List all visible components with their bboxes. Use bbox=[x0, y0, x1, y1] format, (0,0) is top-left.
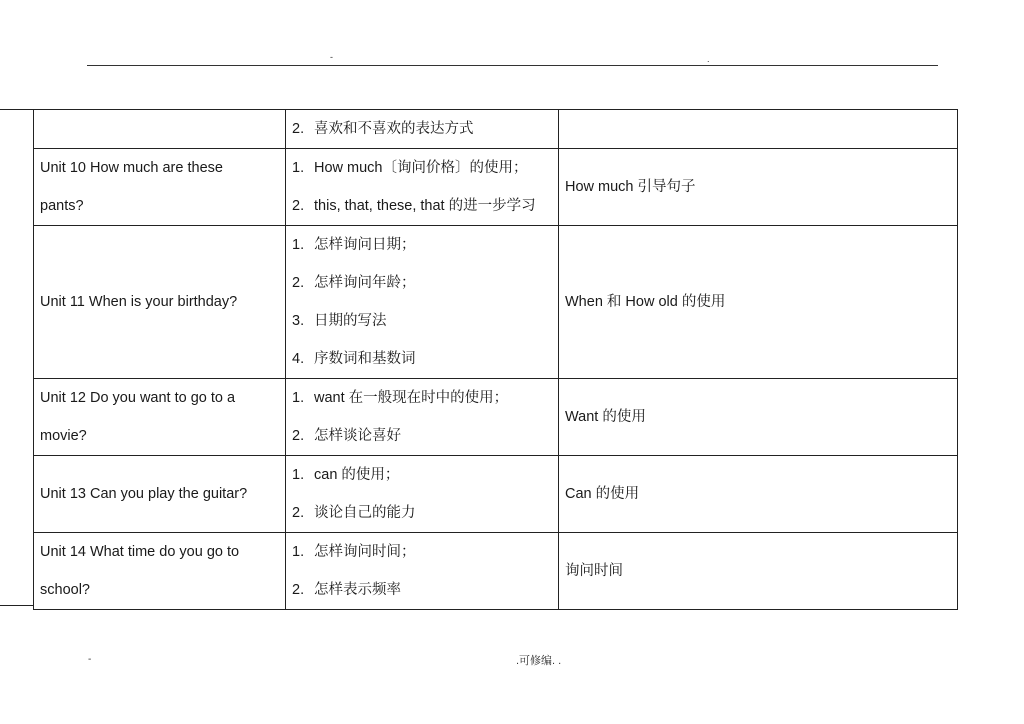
point-number: 1. bbox=[292, 467, 305, 483]
points-cell bbox=[286, 379, 559, 456]
point-number: 1. bbox=[292, 237, 305, 253]
focus-cell bbox=[559, 226, 958, 379]
point-item bbox=[292, 494, 552, 532]
point-text: 怎样询问时间； bbox=[314, 544, 416, 560]
point-text: this, that, these, that 的进一步学习 bbox=[314, 198, 536, 214]
focus-cell bbox=[559, 379, 958, 456]
syllabus-table bbox=[33, 109, 958, 610]
point-number: 2. bbox=[292, 275, 305, 291]
points-cell bbox=[286, 456, 559, 533]
point-text: 谈论自己的能力 bbox=[314, 505, 416, 521]
point-item bbox=[292, 379, 552, 417]
point-number: 4. bbox=[292, 351, 305, 367]
unit-title-line: Unit 12 Do you want to go to a bbox=[40, 390, 236, 406]
point-item bbox=[292, 417, 552, 455]
points-cell bbox=[286, 149, 559, 226]
points-cell bbox=[286, 110, 559, 149]
points-cell bbox=[286, 533, 559, 610]
focus-cell bbox=[559, 533, 958, 610]
point-number: 1. bbox=[292, 544, 305, 560]
unit-title-line: Unit 14 What time do you go to bbox=[40, 544, 240, 560]
point-number: 2. bbox=[292, 121, 305, 137]
point-text: How much〔询问价格〕的使用； bbox=[314, 160, 528, 176]
focus-text: When 和 How old 的使用 bbox=[565, 294, 726, 310]
point-number: 2. bbox=[292, 198, 305, 214]
focus-text: Can 的使用 bbox=[565, 486, 640, 502]
header-mark-right: . bbox=[707, 54, 710, 64]
table-row bbox=[34, 456, 958, 533]
point-text: 序数词和基数词 bbox=[314, 351, 416, 367]
point-item bbox=[292, 340, 552, 378]
focus-cell bbox=[559, 456, 958, 533]
focus-text: How much 引导句子 bbox=[565, 179, 696, 195]
unit-title-line: school? bbox=[40, 582, 90, 598]
table-row bbox=[34, 379, 958, 456]
point-text: 怎样谈论喜好 bbox=[314, 428, 401, 444]
point-number: 2. bbox=[292, 428, 305, 444]
unit-title-line: Unit 13 Can you play the guitar? bbox=[40, 486, 248, 502]
unit-title-line: pants? bbox=[40, 198, 84, 214]
table-row bbox=[34, 226, 958, 379]
unit-cell bbox=[34, 456, 286, 533]
footer-mark-left: - bbox=[88, 654, 92, 665]
unit-cell bbox=[34, 379, 286, 456]
point-text: 日期的写法 bbox=[314, 313, 387, 329]
point-item bbox=[292, 571, 552, 609]
header-rule bbox=[87, 65, 938, 66]
header-mark-left: - bbox=[330, 52, 333, 62]
unit-title-line: Unit 10 How much are these bbox=[40, 160, 223, 176]
focus-cell bbox=[559, 110, 958, 149]
point-text: 怎样询问年龄； bbox=[314, 275, 416, 291]
point-text: 怎样表示频率 bbox=[314, 582, 401, 598]
point-item bbox=[292, 302, 552, 340]
point-number: 2. bbox=[292, 582, 305, 598]
point-number: 3. bbox=[292, 313, 305, 329]
unit-cell bbox=[34, 533, 286, 610]
point-item bbox=[292, 149, 552, 187]
point-item bbox=[292, 533, 552, 571]
point-item bbox=[292, 226, 552, 264]
point-item bbox=[292, 264, 552, 302]
point-number: 1. bbox=[292, 160, 305, 176]
unit-cell bbox=[34, 149, 286, 226]
point-item bbox=[292, 110, 552, 148]
focus-text: 询问时间 bbox=[565, 563, 623, 579]
table-row bbox=[34, 149, 958, 226]
unit-title-line: movie? bbox=[40, 428, 87, 444]
point-number: 1. bbox=[292, 390, 305, 406]
left-stub-column bbox=[0, 109, 33, 606]
table-row bbox=[34, 110, 958, 149]
focus-cell bbox=[559, 149, 958, 226]
unit-cell bbox=[34, 226, 286, 379]
points-cell bbox=[286, 226, 559, 379]
point-text: want 在一般现在时中的使用； bbox=[314, 390, 509, 406]
point-item bbox=[292, 187, 552, 225]
table-row bbox=[34, 533, 958, 610]
point-text: 喜欢和不喜欢的表达方式 bbox=[314, 121, 474, 137]
unit-cell bbox=[34, 110, 286, 149]
footer-text: .可修编. . bbox=[516, 655, 562, 667]
point-text: 怎样询问日期； bbox=[314, 237, 416, 253]
unit-title-line: Unit 11 When is your birthday? bbox=[40, 294, 238, 310]
point-item bbox=[292, 456, 552, 494]
point-number: 2. bbox=[292, 505, 305, 521]
focus-text: Want 的使用 bbox=[565, 409, 646, 425]
point-text: can 的使用； bbox=[314, 467, 400, 483]
